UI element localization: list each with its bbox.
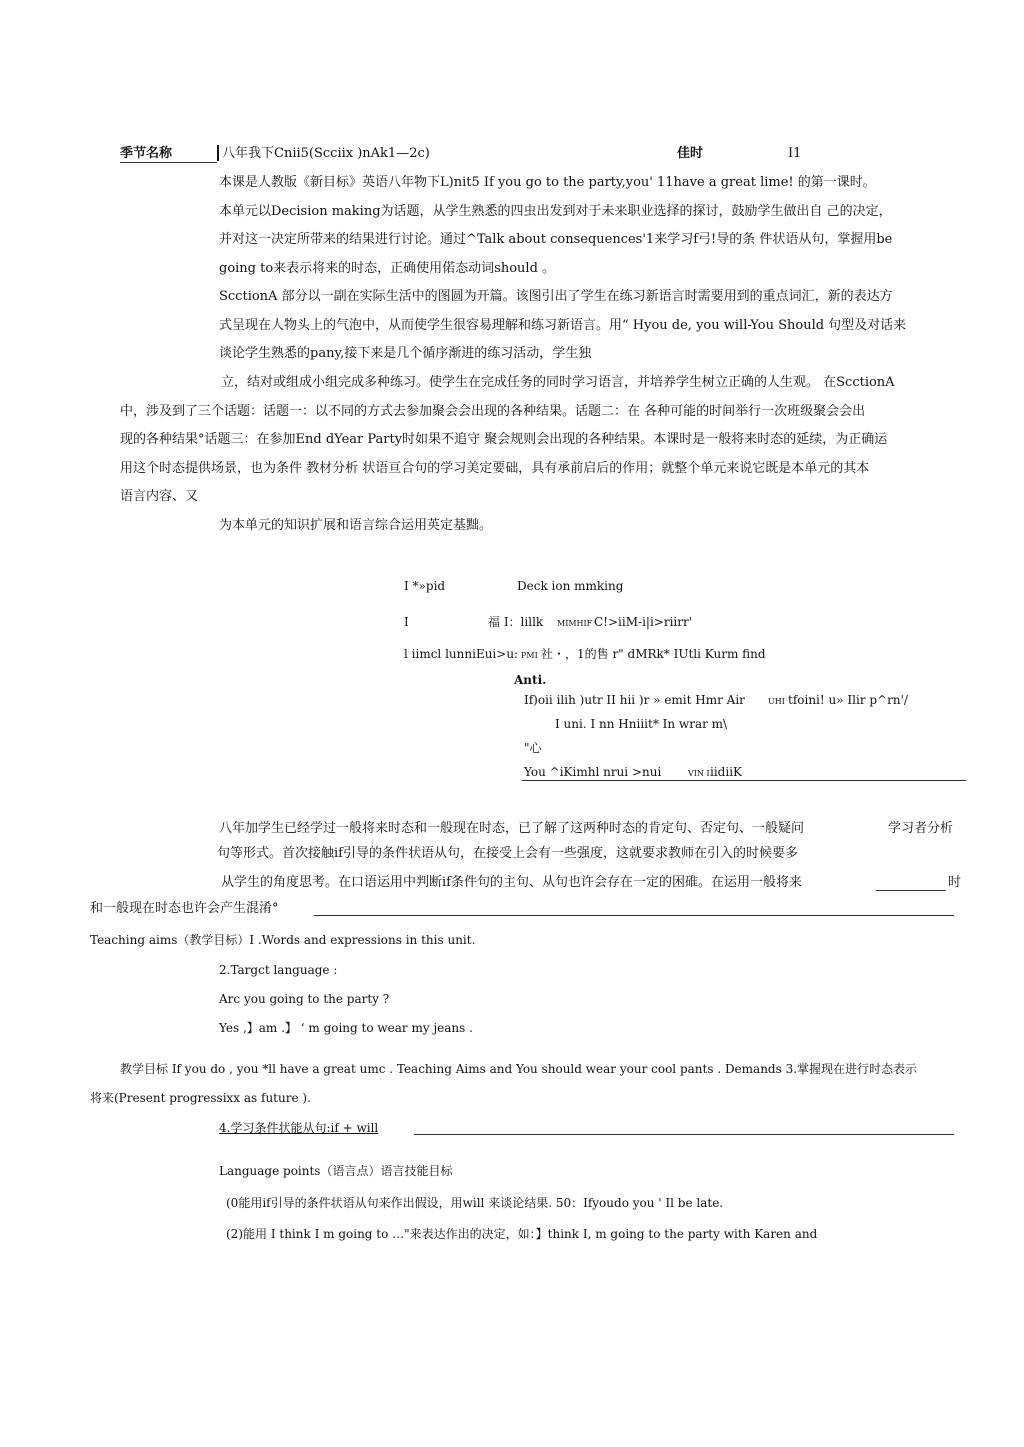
learners-line-3: 从学生的角度思考。在口语运用中判断if条件句的主句、从句也许会存在一定的困碓。在运用一般将来 <box>221 875 802 890</box>
target-language: 2.Targct language : <box>219 963 338 977</box>
lesson-name-label: 季节名称 <box>120 146 173 161</box>
figure-rule <box>522 780 966 781</box>
figure-text: 社・，1的售 r" dMRk* IUtli Kurm find <box>541 647 766 661</box>
analysis-line-9: 中，涉及到了三个话题：话题一：以不同的方式去参加聚会会出现的各种结果。话题二：在 各种可能的时间举行一次班级聚会会出 <box>120 404 866 419</box>
learners-line-3-end: 时 <box>948 875 962 890</box>
column-divider <box>217 145 219 161</box>
analysis-line-4: going to来表示将来的时态，正确使用偌态动词should 。 <box>219 261 556 276</box>
target-answer: Yes ,】am .】 ‘ m going to wear my jeans . <box>219 1021 473 1035</box>
figure-text: VIN I <box>688 769 710 778</box>
figure-text: tfoini! u» Ilir p^rn'/ <box>788 693 908 707</box>
learners-line-2: 句等形式。首次接触if引导的条件状语从句，在接受上会有一些强度，这就要求教师在引入的时候要多 <box>217 846 798 861</box>
analysis-line-13: 为本单元的知识扩展和语言综合运用英定基黜。 <box>219 518 493 533</box>
figure-text: l iimcl lunniEui>u: <box>404 647 519 661</box>
analysis-line-5: ScctionA 部分以一副在实际生活中的图圆为开篇。该图引出了学生在练习新语言时需要用到的重点词汇，新的表达方 <box>219 289 893 304</box>
analysis-line-11: 用这个时态提供场景，也为条件 教材分析 状语亘合句的学习美定要础，具有承前启后的作用；就整个单元来说它既是本单元的其本 <box>120 461 870 476</box>
section-rule <box>414 1134 954 1135</box>
figure-text: "心 <box>524 741 542 755</box>
learners-line-4: 和一般现在时态也许会产生混淆° <box>90 901 279 916</box>
teaching-aims-title: Teaching aims（教学目标）I .Words and expressions in this unit. <box>90 933 476 947</box>
figure-text: Anti. <box>514 673 547 687</box>
aims-line-a: 教学目标 If you do , you *ll have a great umc . Teaching Aims and You should wear your cool pants . Demands 3.掌握现在进行时态表示 <box>120 1062 918 1076</box>
figure-text: MIMHIF <box>557 619 593 628</box>
figure-text: If)oii ilih )utr II hii )r » emit Hmr Air <box>524 693 745 707</box>
figure-text: iidiiK <box>710 765 742 779</box>
course-title: 八年我下Cnii5(Scciix )nAk1—2c) <box>222 146 430 161</box>
analysis-line-3: 并对这一决定所带来的结果进行讨论。通过^Talk about consequences'1来学习f弓!导的条 件状语从句，掌握用be <box>219 232 893 247</box>
language-points-title: Language points（语言点）语言技能目标 <box>219 1164 453 1178</box>
analysis-line-2: 本单元以Decision making为话题，从学生熟悉的四虫出发到对于未来职业选择的探讨，鼓励学生做出自 己的决定， <box>219 204 892 219</box>
label-underline <box>120 162 217 163</box>
figure-text: PMI <box>521 651 538 660</box>
analysis-line-12: 语言内容、又 <box>120 489 199 504</box>
figure-text: I uni. I nn Hniiit* In wrar m\ <box>555 717 728 731</box>
figure-text: I <box>404 615 409 629</box>
aims-item-4: 4.学习条件状能从句:if + will <box>219 1121 379 1135</box>
section-rule <box>314 915 954 916</box>
class-hours-label: 佳时 <box>677 146 704 161</box>
analysis-line-10: 现的各种结果°话题三：在参加End dYear Party时如果不追守 聚会规则会出现的各种结果。本课时是一般将来时态的延续，为正确运 <box>120 432 888 447</box>
aims-line-b: 将来(Present progressixx as future ). <box>90 1091 311 1105</box>
figure-text: I *»pid <box>404 579 446 593</box>
analysis-line-8: 立，结对或组成小组完成多种练习。使学生在完成任务的同时学习语言，并培养学生树立正确的人生观。 在ScctionA <box>221 375 895 390</box>
language-point-2: (2)能用 I think I m going to …"来表达作出的决定，如：】think I, m going to the party with Karen and <box>226 1227 818 1241</box>
figure-text: UHI <box>768 697 785 706</box>
learners-line-1: 八年加学生已经学过一般将来时态和一般现在时态，已了解了这两种时态的肯定句、否定句、一般疑问 <box>219 821 805 836</box>
figure-text: Deck ion mmking <box>517 579 624 593</box>
class-hours-value: I1 <box>788 146 802 161</box>
analysis-line-6: 式呈现在人物头上的气泡中，从而使学生很容易理解和练习新语言。用“ Hyou de, you will-You Should 句型及对话来 <box>219 318 907 333</box>
figure-text: You ^iKimhl nrui >nui <box>524 765 662 779</box>
analysis-line-7: 谈论学生熟悉的pany,接下来是几个循序渐进的练习活动，学生独 <box>219 346 592 361</box>
figure-text: 福 I：lillk <box>488 615 544 629</box>
analysis-line-1: 本课是人教版《新目标》英语八年物下L)nit5 If you go to the party,you' 11have a great lime! 的第一课时。 <box>219 175 876 190</box>
figure-text: C!>iiM-i|i>riirr' <box>594 615 693 629</box>
fill-blank-rule <box>876 890 946 891</box>
learners-label: 学习者分析 <box>888 821 954 836</box>
target-question: Arc you going to the party ? <box>219 992 390 1006</box>
language-point-1: (0能用if引导的条件状语从句来作出假设，用will 来谈论结果. 50：Ifyoudo you ' Il be late. <box>226 1196 724 1210</box>
